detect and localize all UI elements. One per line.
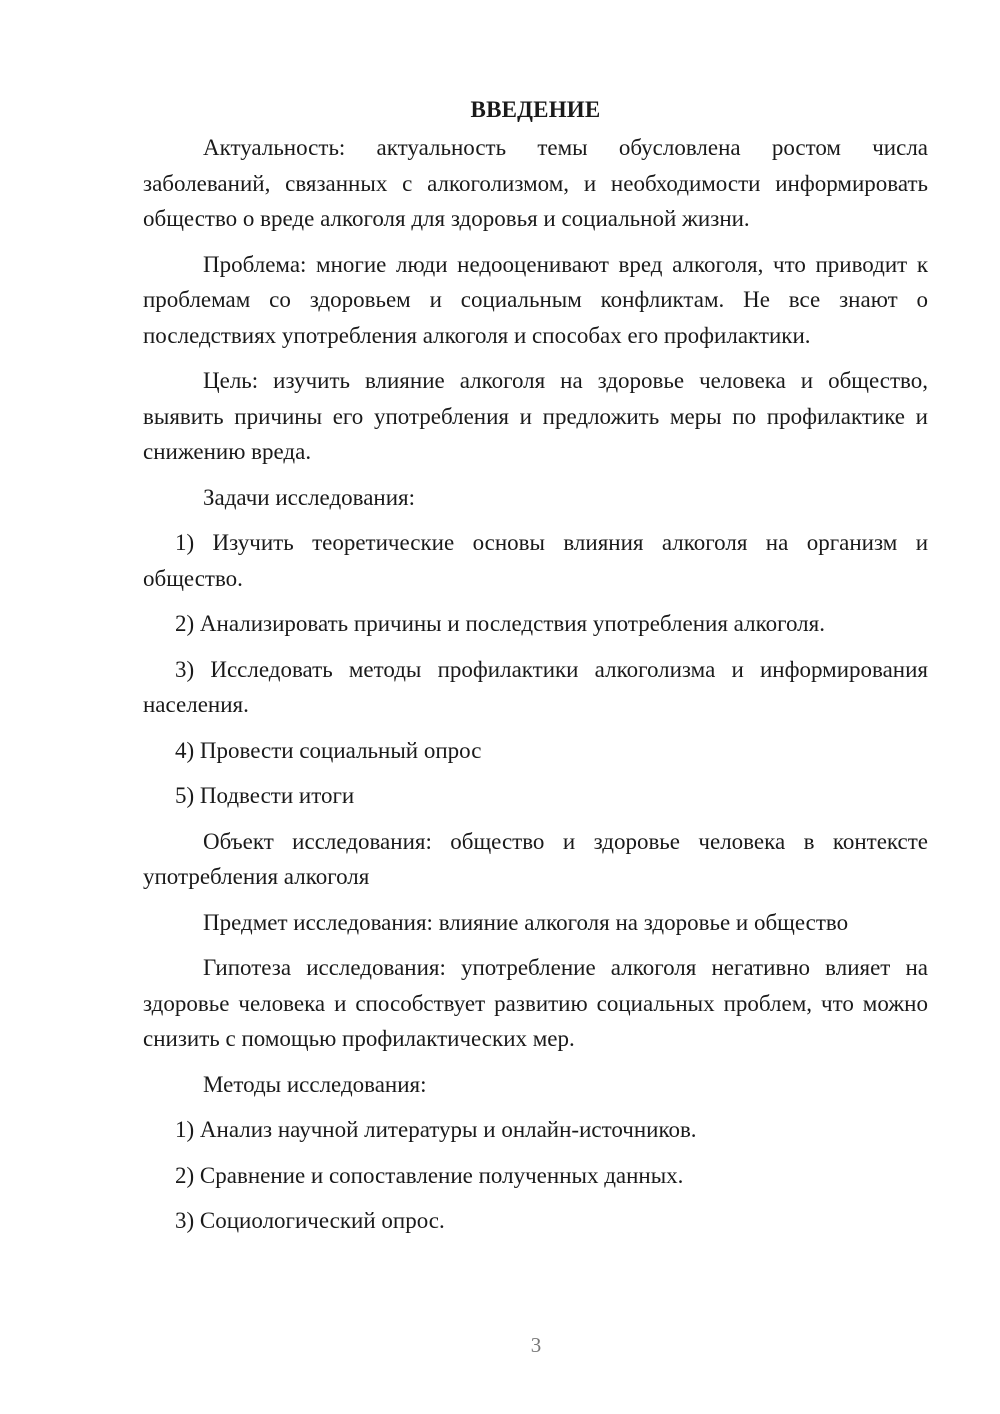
paragraph-object: Объект исследования: общество и здоровье человека в контексте употребления алкоголя xyxy=(143,828,928,889)
page-title: ВВЕДЕНИЕ xyxy=(470,97,601,122)
paragraph-problem: Проблема: многие люди недооценивают вред алкоголя, что приводит к проблемам со здоровьем и социальным конфликтам. Не все знают о последствиях употребления алкоголя и способах его профилактики. xyxy=(143,251,928,348)
task-item-1: 1) Изучить теоретические основы влияния алкоголя на организм и общество. xyxy=(143,530,928,591)
method-item-2: 2) Сравнение и сопоставление полученных данных. xyxy=(175,1162,684,1188)
page-number: 3 xyxy=(530,1333,542,1357)
paragraph-goal: Цель: изучить влияние алкоголя на здоровье человека и общество, выявить причины его употребления и предложить меры по профилактике и снижению вреда. xyxy=(143,368,928,464)
task-item-4: 4) Провести социальный опрос xyxy=(175,737,482,763)
document-page xyxy=(143,92,928,1249)
paragraph-relevance: Актуальность: актуальность темы обусловлена ростом числа заболеваний, связанных с алкоголизмом, и необходимости информировать общество о вреде алкоголя для здоровья и социальной жизни. xyxy=(143,135,928,231)
paragraph-tasks-heading: Задачи исследования: xyxy=(203,484,416,510)
task-item-2: 2) Анализировать причины и последствия употребления алкоголя. xyxy=(175,611,825,636)
task-item-5: 5) Подвести итоги xyxy=(175,783,355,808)
method-item-1: 1) Анализ научной литературы и онлайн-источников. xyxy=(175,1117,697,1142)
paragraph-hypothesis: Гипотеза исследования: употребление алкоголя негативно влияет на здоровье человека и способствует развитию социальных проблем, что можно снизить с помощью профилактических мер. xyxy=(143,955,928,1051)
paragraph-subject: Предмет исследования: влияние алкоголя на здоровье и общество xyxy=(203,909,849,935)
method-item-3: 3) Социологический опрос. xyxy=(175,1208,445,1233)
task-item-3: 3) Исследовать методы профилактики алкоголизма и информирования населения. xyxy=(143,656,928,717)
paragraph-methods-heading: Методы исследования: xyxy=(203,1071,427,1097)
